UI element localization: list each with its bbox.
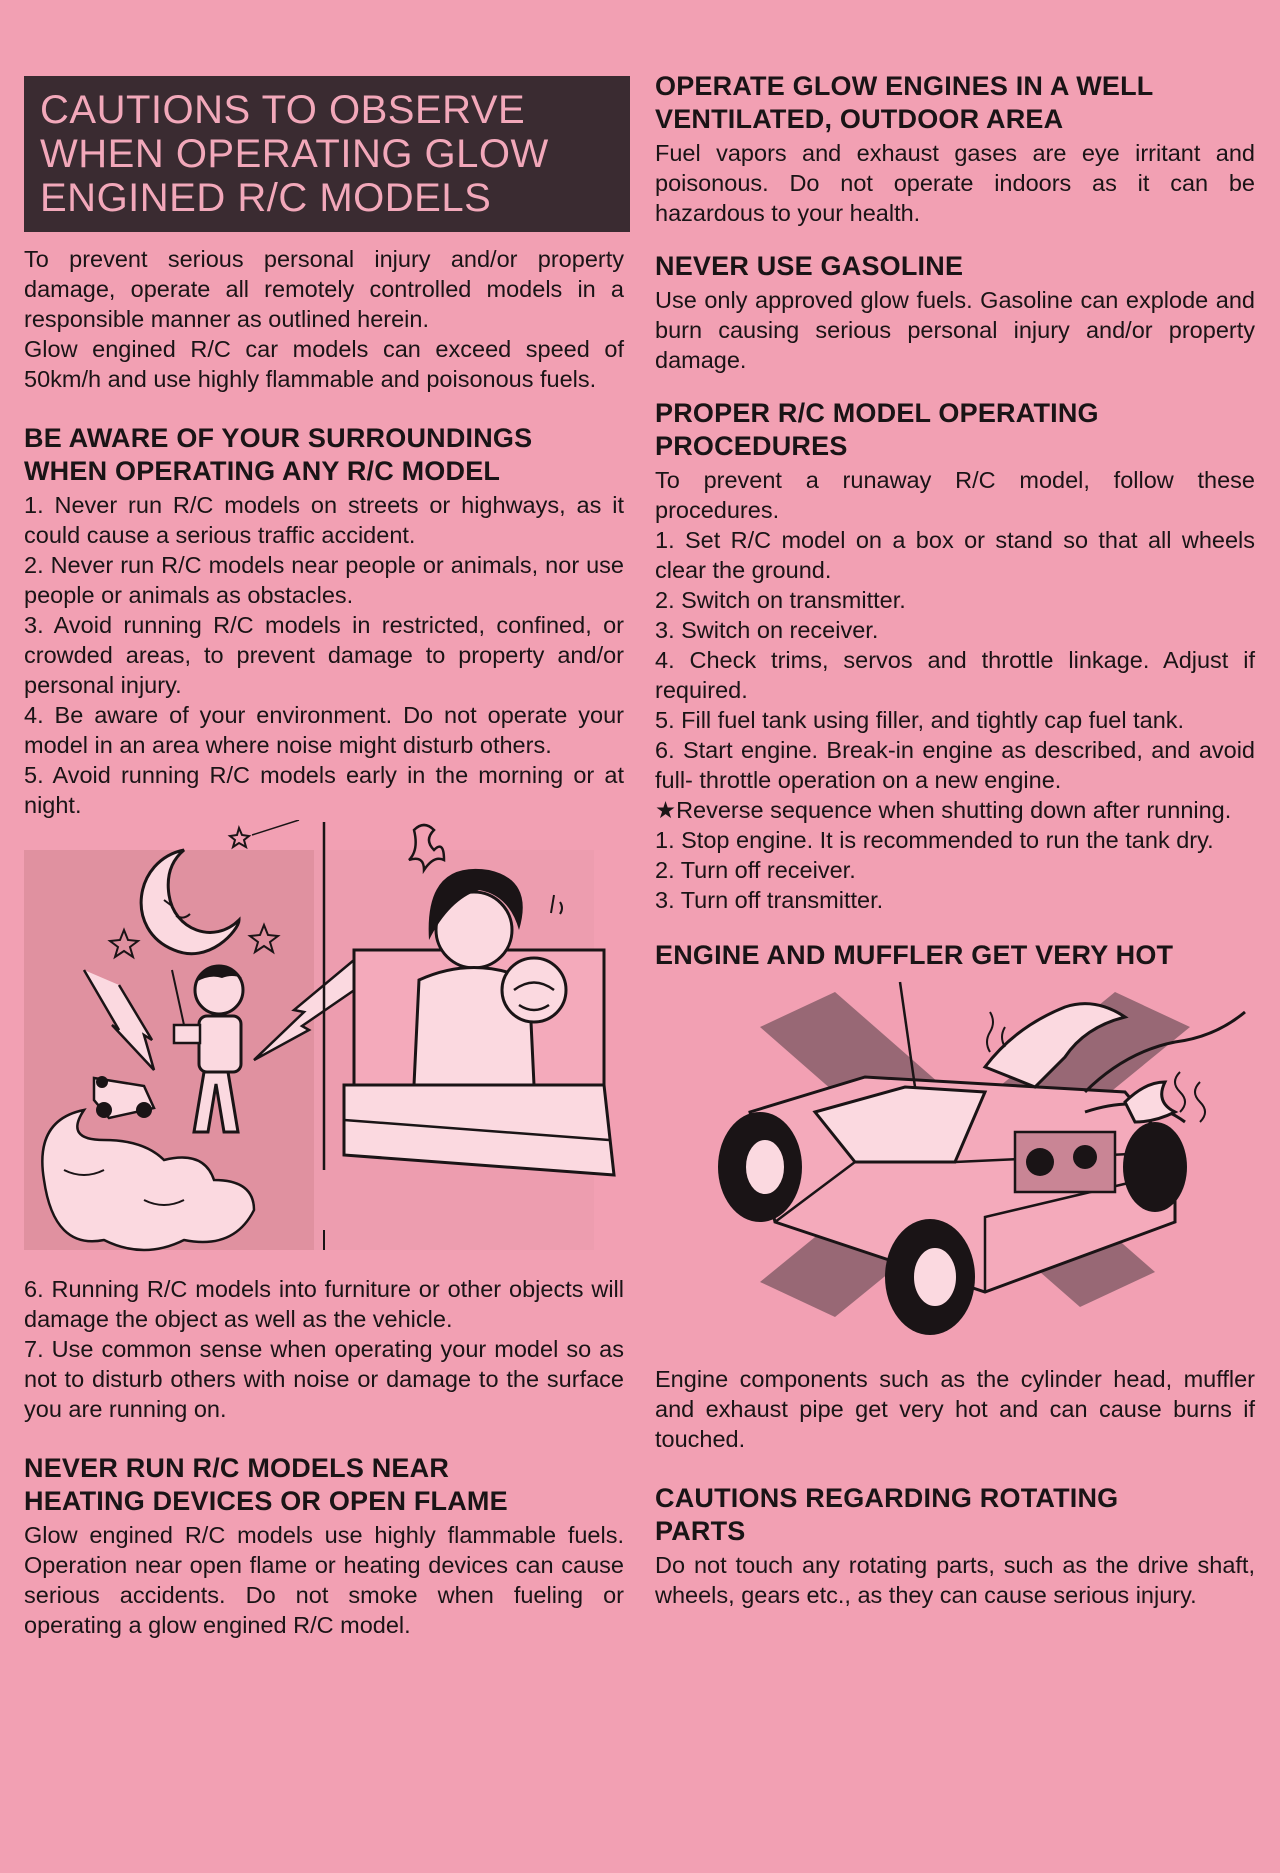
- flame-heading: [24, 1452, 624, 1518]
- ventilated-text: Fuel vapors and exhaust gases are eye irritant and poisonous. Do not operate indoors as it can be hazardous to your health.: [655, 140, 1255, 226]
- surroundings-heading-line-1: BE AWARE OF YOUR SURROUNDINGS: [24, 423, 533, 453]
- title-line-1: CAUTIONS TO OBSERVE: [40, 88, 526, 132]
- surroundings-item-3: 3. Avoid running R/C models in restricted, confined, or crowded areas, to prevent damage to property and/or personal injury.: [24, 612, 624, 698]
- procedures-heading-line-2: PROCEDURES: [655, 431, 848, 461]
- surroundings-item-7: 7. Use common sense when operating your model so as not to disturb others with noise or damage to the surface you are running on.: [24, 1336, 624, 1422]
- procedure-step-4: 4. Check trims, servos and throttle linkage. Adjust if required.: [655, 647, 1255, 703]
- hot-engine-illustration: [655, 972, 1255, 1362]
- flame-heading-line-2: HEATING DEVICES OR OPEN FLAME: [24, 1486, 508, 1516]
- title-line-3: ENGINED R/C MODELS: [40, 176, 492, 220]
- surroundings-item-4: 4. Be aware of your environment. Do not operate your model in an area where noise might disturb others.: [24, 702, 624, 758]
- procedure-step-1: 1. Set R/C model on a box or stand so that all wheels clear the ground.: [655, 527, 1255, 583]
- gasoline-heading: NEVER USE GASOLINE: [655, 251, 964, 281]
- ventilated-heading-line-2: VENTILATED, OUTDOOR AREA: [655, 104, 1064, 134]
- title-line-2: WHEN OPERATING GLOW: [40, 132, 549, 176]
- rotating-heading-line-1: CAUTIONS REGARDING ROTATING: [655, 1483, 1119, 1513]
- title-banner: [24, 76, 630, 232]
- procedure-step-2: 2. Switch on transmitter.: [655, 587, 906, 613]
- procedure-step-6: 6. Start engine. Break-in engine as described, and avoid full- throttle operation on a new engine.: [655, 737, 1255, 793]
- surroundings-heading: [24, 422, 624, 488]
- ventilated-heading-line-1: OPERATE GLOW ENGINES IN A WELL: [655, 71, 1154, 101]
- rotating-heading-line-2: PARTS: [655, 1516, 746, 1546]
- gasoline-text: Use only approved glow fuels. Gasoline can explode and burn causing serious personal injury and/or property damage.: [655, 287, 1255, 373]
- hot-heading: ENGINE AND MUFFLER GET VERY HOT: [655, 940, 1174, 970]
- night-noise-illustration: [24, 820, 624, 1290]
- shutdown-step-2: 2. Turn off receiver.: [655, 857, 856, 883]
- ventilated-heading: [655, 70, 1255, 136]
- procedure-step-5: 5. Fill fuel tank using filler, and tightly cap fuel tank.: [655, 707, 1185, 733]
- intro-paragraph-1: To prevent serious personal injury and/or property damage, operate all remotely controlled models in a responsible manner as outlined herein.: [24, 246, 624, 332]
- intro-paragraph-2: Glow engined R/C car models can exceed speed of 50km/h and use highly flammable and poisonous fuels.: [24, 336, 624, 392]
- procedure-step-3: 3. Switch on receiver.: [655, 617, 879, 643]
- surroundings-heading-line-2: WHEN OPERATING ANY R/C MODEL: [24, 456, 501, 486]
- flame-heading-line-1: NEVER RUN R/C MODELS NEAR: [24, 1453, 450, 1483]
- surroundings-item-2: 2. Never run R/C models near people or animals, nor use people or animals as obstacles.: [24, 552, 624, 608]
- left-column: [24, 76, 624, 1640]
- flame-text: Glow engined R/C models use highly flammable fuels. Operation near open flame or heating devices can cause serious accidents. Do not smoke when fueling or operating a glow engined R/C model.: [24, 1522, 624, 1638]
- surroundings-item-1: 1. Never run R/C models on streets or highways, as it could cause a serious traffic accident.: [24, 492, 624, 548]
- hot-text: Engine components such as the cylinder head, muffler and exhaust pipe get very hot and can cause burns if touched.: [655, 1366, 1255, 1452]
- procedures-heading: [655, 397, 1255, 463]
- rotating-heading: [655, 1482, 1255, 1548]
- surroundings-item-5: 5. Avoid running R/C models early in the morning or at night.: [24, 762, 624, 818]
- reverse-sequence-note: ★Reverse sequence when shutting down after running.: [655, 797, 1232, 823]
- surroundings-item-6: 6. Running R/C models into furniture or other objects will damage the object as well as the vehicle.: [24, 1276, 624, 1332]
- procedures-heading-line-1: PROPER R/C MODEL OPERATING: [655, 398, 1099, 428]
- shutdown-step-3: 3. Turn off transmitter.: [655, 887, 884, 913]
- procedures-intro: To prevent a runaway R/C model, follow these procedures.: [655, 467, 1255, 523]
- right-column: [655, 70, 1255, 1610]
- shutdown-step-1: 1. Stop engine. It is recommended to run the tank dry.: [655, 827, 1214, 853]
- rotating-text: Do not touch any rotating parts, such as the drive shaft, wheels, gears etc., as they can cause serious injury.: [655, 1552, 1255, 1608]
